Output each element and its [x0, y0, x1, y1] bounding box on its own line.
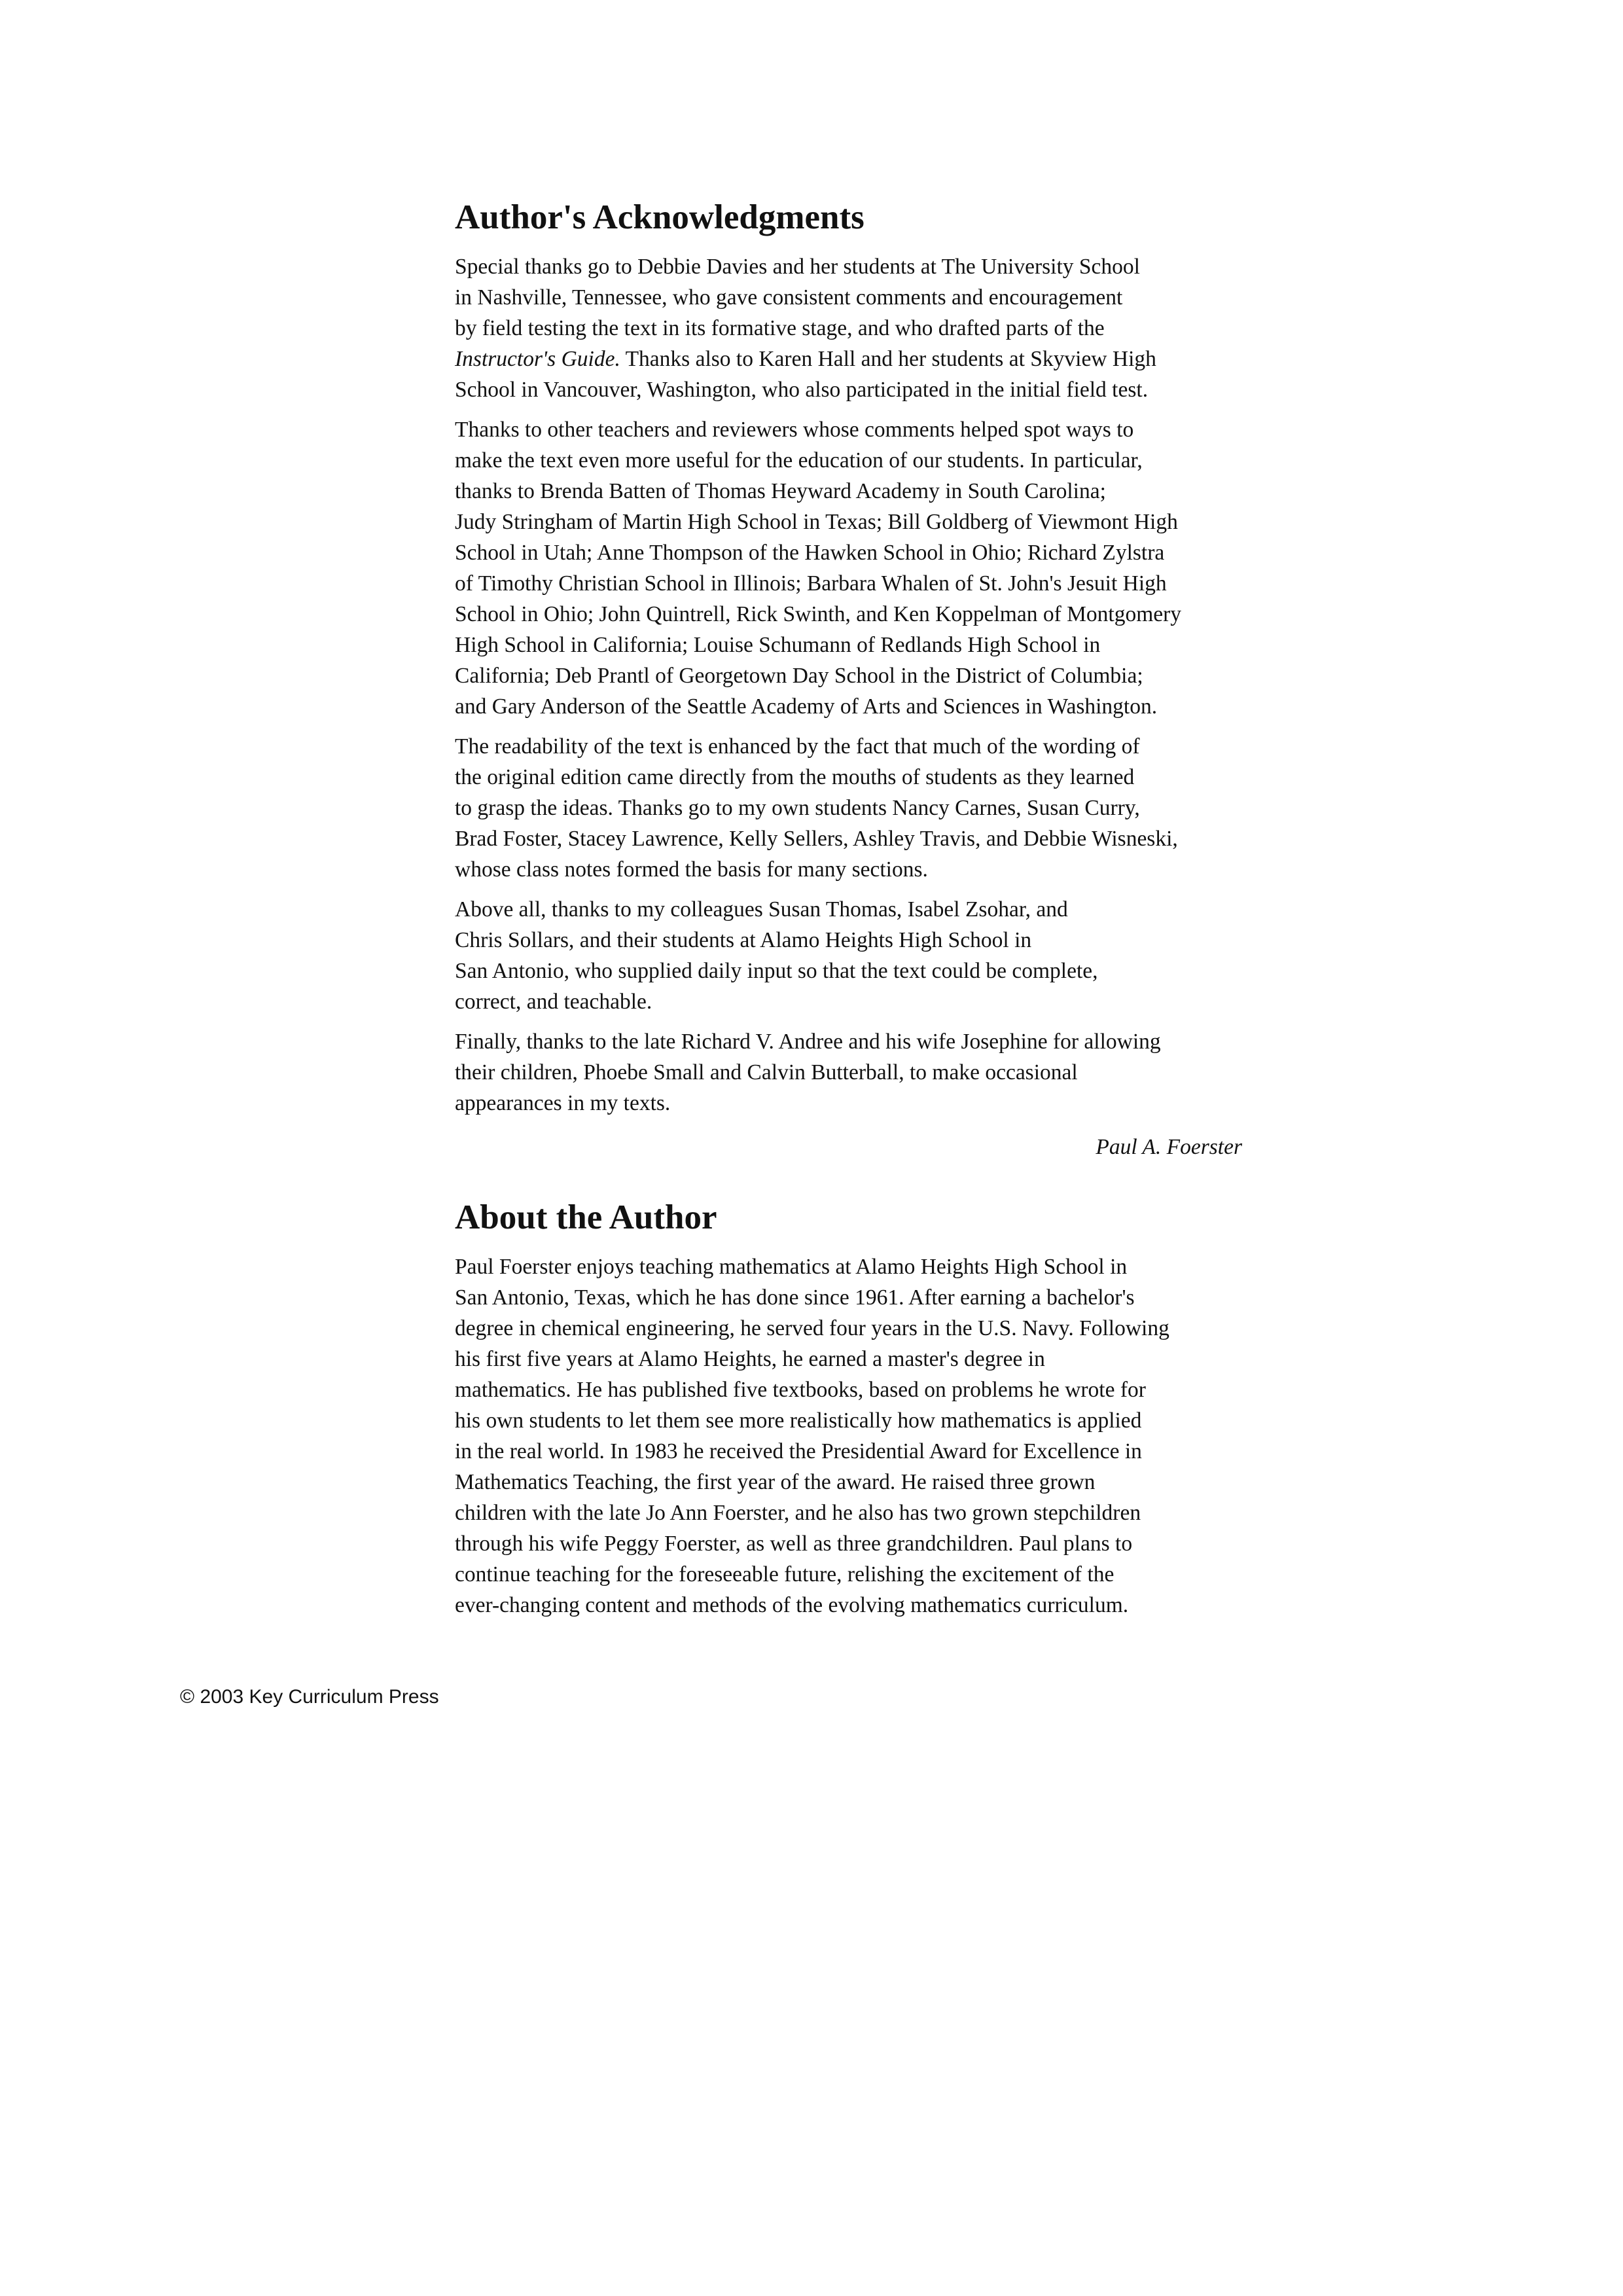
text-line: their children, Phoebe Small and Calvin Butterball, to make occasional [455, 1060, 1078, 1085]
text-line: his first five years at Alamo Heights, he earned a master's degree in [455, 1347, 1045, 1371]
text-line: San Antonio, Texas, which he has done since 1961. After earning a bachelor's [455, 1285, 1135, 1310]
text-line-rest: Thanks also to Karen Hall and her students at Skyview High [620, 347, 1156, 371]
text-line: Special thanks go to Debbie Davies and her students at The University School [455, 255, 1140, 279]
text-line: the original edition came directly from the mouths of students as they learned [455, 765, 1135, 789]
acknowledgments-paragraph-3 [455, 731, 1279, 885]
text-line: by field testing the text in its formative stage, and who drafted parts of the [455, 316, 1105, 340]
text-line: ever-changing content and methods of the evolving mathematics curriculum. [455, 1593, 1129, 1617]
text-line: continue teaching for the foreseeable future, relishing the excitement of the [455, 1562, 1115, 1587]
text-line: make the text even more useful for the education of our students. In particular, [455, 448, 1143, 473]
text-line: through his wife Peggy Foerster, as well as three grandchildren. Paul plans to [455, 1532, 1133, 1556]
text-line: correct, and teachable. [455, 990, 652, 1014]
text-line: children with the late Jo Ann Foerster, and he also has two grown stepchildren [455, 1501, 1141, 1525]
text-line: degree in chemical engineering, he served four years in the U.S. Navy. Following [455, 1316, 1169, 1340]
text-line: his own students to let them see more realistically how mathematics is applied [455, 1408, 1142, 1433]
text-line: The readability of the text is enhanced by the fact that much of the wording of [455, 734, 1140, 759]
text-line: mathematics. He has published five textbooks, based on problems he wrote for [455, 1378, 1146, 1402]
author-signature: Paul A. Foerster [1096, 1135, 1242, 1159]
about-paragraph [455, 1251, 1279, 1621]
text-line: School in Vancouver, Washington, who also participated in the initial field test. [455, 378, 1149, 402]
text-line: High School in California; Louise Schumann of Redlands High School in [455, 633, 1101, 657]
text-line: Mathematics Teaching, the first year of the award. He raised three grown [455, 1470, 1096, 1494]
acknowledgments-paragraph-4 [455, 894, 1279, 1017]
text-line: Chris Sollars, and their students at Alamo Heights High School in [455, 928, 1032, 952]
text-line: in the real world. In 1983 he received the Presidential Award for Excellence in [455, 1439, 1142, 1463]
text-line: thanks to Brenda Batten of Thomas Heyward Academy in South Carolina; [455, 479, 1106, 503]
text-line: Finally, thanks to the late Richard V. Andree and his wife Josephine for allowing [455, 1030, 1161, 1054]
copyright-notice: © 2003 Key Curriculum Press [180, 1686, 439, 1708]
text-line: and Gary Anderson of the Seattle Academy of Arts and Sciences in Washington. [455, 694, 1158, 719]
text-line: San Antonio, who supplied daily input so that the text could be complete, [455, 959, 1098, 983]
about-heading: About the Author [455, 1198, 717, 1236]
text-line: of Timothy Christian School in Illinois; Barbara Whalen of St. John's Jesuit High [455, 571, 1167, 596]
text-line: appearances in my texts. [455, 1091, 671, 1115]
acknowledgments-paragraph-1 [455, 251, 1279, 405]
text-line: School in Utah; Anne Thompson of the Hawken School in Ohio; Richard Zylstra [455, 541, 1165, 565]
acknowledgments-paragraph-5 [455, 1026, 1279, 1119]
text-line: Judy Stringham of Martin High School in Texas; Bill Goldberg of Viewmont High [455, 510, 1178, 534]
acknowledgments-paragraph-2 [455, 414, 1279, 722]
main-column [455, 196, 1279, 1630]
text-line: whose class notes formed the basis for many sections. [455, 857, 928, 882]
text-line: Thanks to other teachers and reviewers whose comments helped spot ways to [455, 418, 1134, 442]
text-line: Above all, thanks to my colleagues Susan Thomas, Isabel Zsohar, and [455, 897, 1068, 922]
text-line: California; Deb Prantl of Georgetown Day School in the District of Columbia; [455, 664, 1143, 688]
acknowledgments-heading: Author's Acknowledgments [455, 198, 865, 236]
text-line: Brad Foster, Stacey Lawrence, Kelly Sellers, Ashley Travis, and Debbie Wisneski, [455, 827, 1178, 851]
text-line [455, 344, 1279, 374]
text-line: Paul Foerster enjoys teaching mathematics at Alamo Heights High School in [455, 1255, 1128, 1279]
text-line: School in Ohio; John Quintrell, Rick Swinth, and Ken Koppelman of Montgomery [455, 602, 1182, 626]
text-line: in Nashville, Tennessee, who gave consistent comments and encouragement [455, 285, 1123, 310]
instructors-guide-title: Instructor's Guide. [455, 347, 620, 371]
text-line: to grasp the ideas. Thanks go to my own students Nancy Carnes, Susan Curry, [455, 796, 1140, 820]
